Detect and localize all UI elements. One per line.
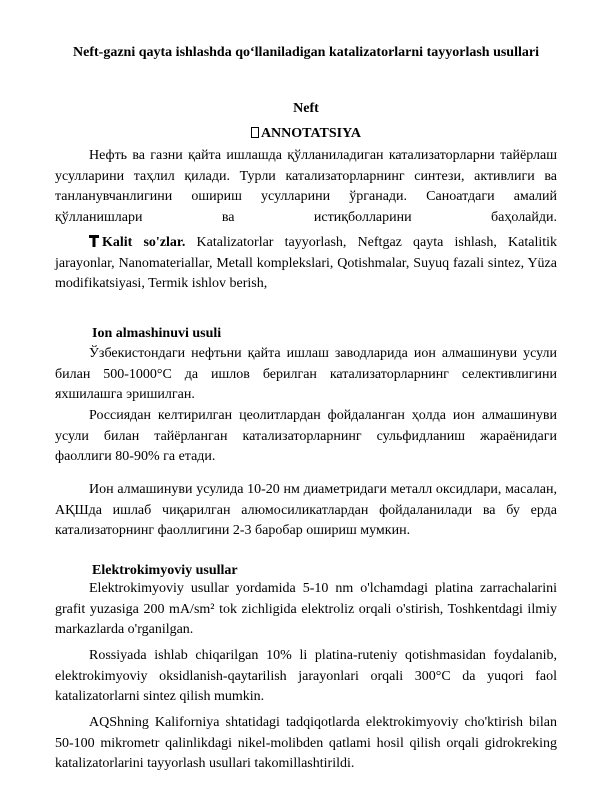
section-paragraph: Ўзбекистондаги нефтьни қайта ишлаш заводларида ион алмашинуви усули билан 500-1000°C да ишлов берилган катализаторларнинг селективлигини яхшилашга эришилган.: [55, 346, 557, 402]
section-heading: Ion almashinuvi usuli: [92, 326, 222, 341]
key-icon: [89, 235, 99, 247]
keywords-paragraph: [55, 233, 557, 295]
section-paragraph: Rossiyada ishlab chiqarilgan 10% li platina-ruteniy qotishmasidan foydalanib, elektrokimyoviy oksidlanish-qaytarilish jarayonlari orqali 300°C da yuqori faol katalizatorlarni sintez qilish mumkin.: [55, 648, 557, 704]
annotation-heading-text: ANNOTATSIYA: [260, 126, 362, 141]
keywords-text: Katalizatorlar tayyorlash, Neftgaz qayta ishlash, Katalitik jarayonlar, Nanomateriallar, Metall komplekslari, Qotishmalar, Suyuq fazali sintez, Yüza modifikatsiyasi, Termik ishlov berish,: [55, 235, 558, 291]
keywords-label: Kalit so'zlar.: [102, 235, 186, 250]
section-paragraph: Россиядан келтирилган цеолитлардан фойдаланган ҳолда ион алмашинуви усули билан тайёрланган катализаторларнинг сульфидланиш жараёнидаги фаоллиги 80-90% га етади.: [55, 408, 557, 464]
section-paragraph: Elektrokimyoviy usullar yordamida 5-10 nm o'lchamdagi platina zarrachalarini grafit yuzasiga 200 mA/sm² tok zichligida elektroliz orqali o'stirish, Toshkentdagi ilmiy markazlarda o'rganilgan.: [55, 581, 557, 637]
document-title: Neft-gazni qayta ishlashda qo‘llaniladigan katalizatorlarni tayyorlash usullari: [73, 45, 539, 60]
section-paragraph: AQShning Kaliforniya shtatidagi tadqiqotlarda elektrokimyoviy cho'ktirish bilan 50-100 mikrometr qalinlikdagi nikel-molibden qatlami hosil qilish orqali gidrokreking katalizatorlarini tayyorlash usullari takomillashtirildi.: [55, 715, 557, 771]
placeholder-glyph-icon: [251, 127, 259, 138]
annotation-text: Нефть ва газни қайта ишлашда қўлланиладиган катализаторларни тайёрлаш усулларини таҳлил қилади. Турли катализаторларнинг синтези, активлиги ва танланувчанлигини ошириш усулларини ўрганади. Саноатдаги амалий қўлланишлари ва истиқболларини баҳолайди.: [55, 148, 557, 225]
document-subtitle: Neft: [293, 101, 319, 116]
section-heading: Elektrokimyoviy usullar: [92, 563, 238, 578]
section-paragraph: Ион алмашинуви усулида 10-20 нм диаметридаги металл оксидлари, масалан, АҚШда ишлаб чиқарилган алюмосиликатлардан фойдаланилади ва бу ерда катализаторнинг фаоллигини 2-3 баробар ошириш мумкин.: [55, 482, 557, 538]
annotation-heading: [0, 126, 612, 142]
